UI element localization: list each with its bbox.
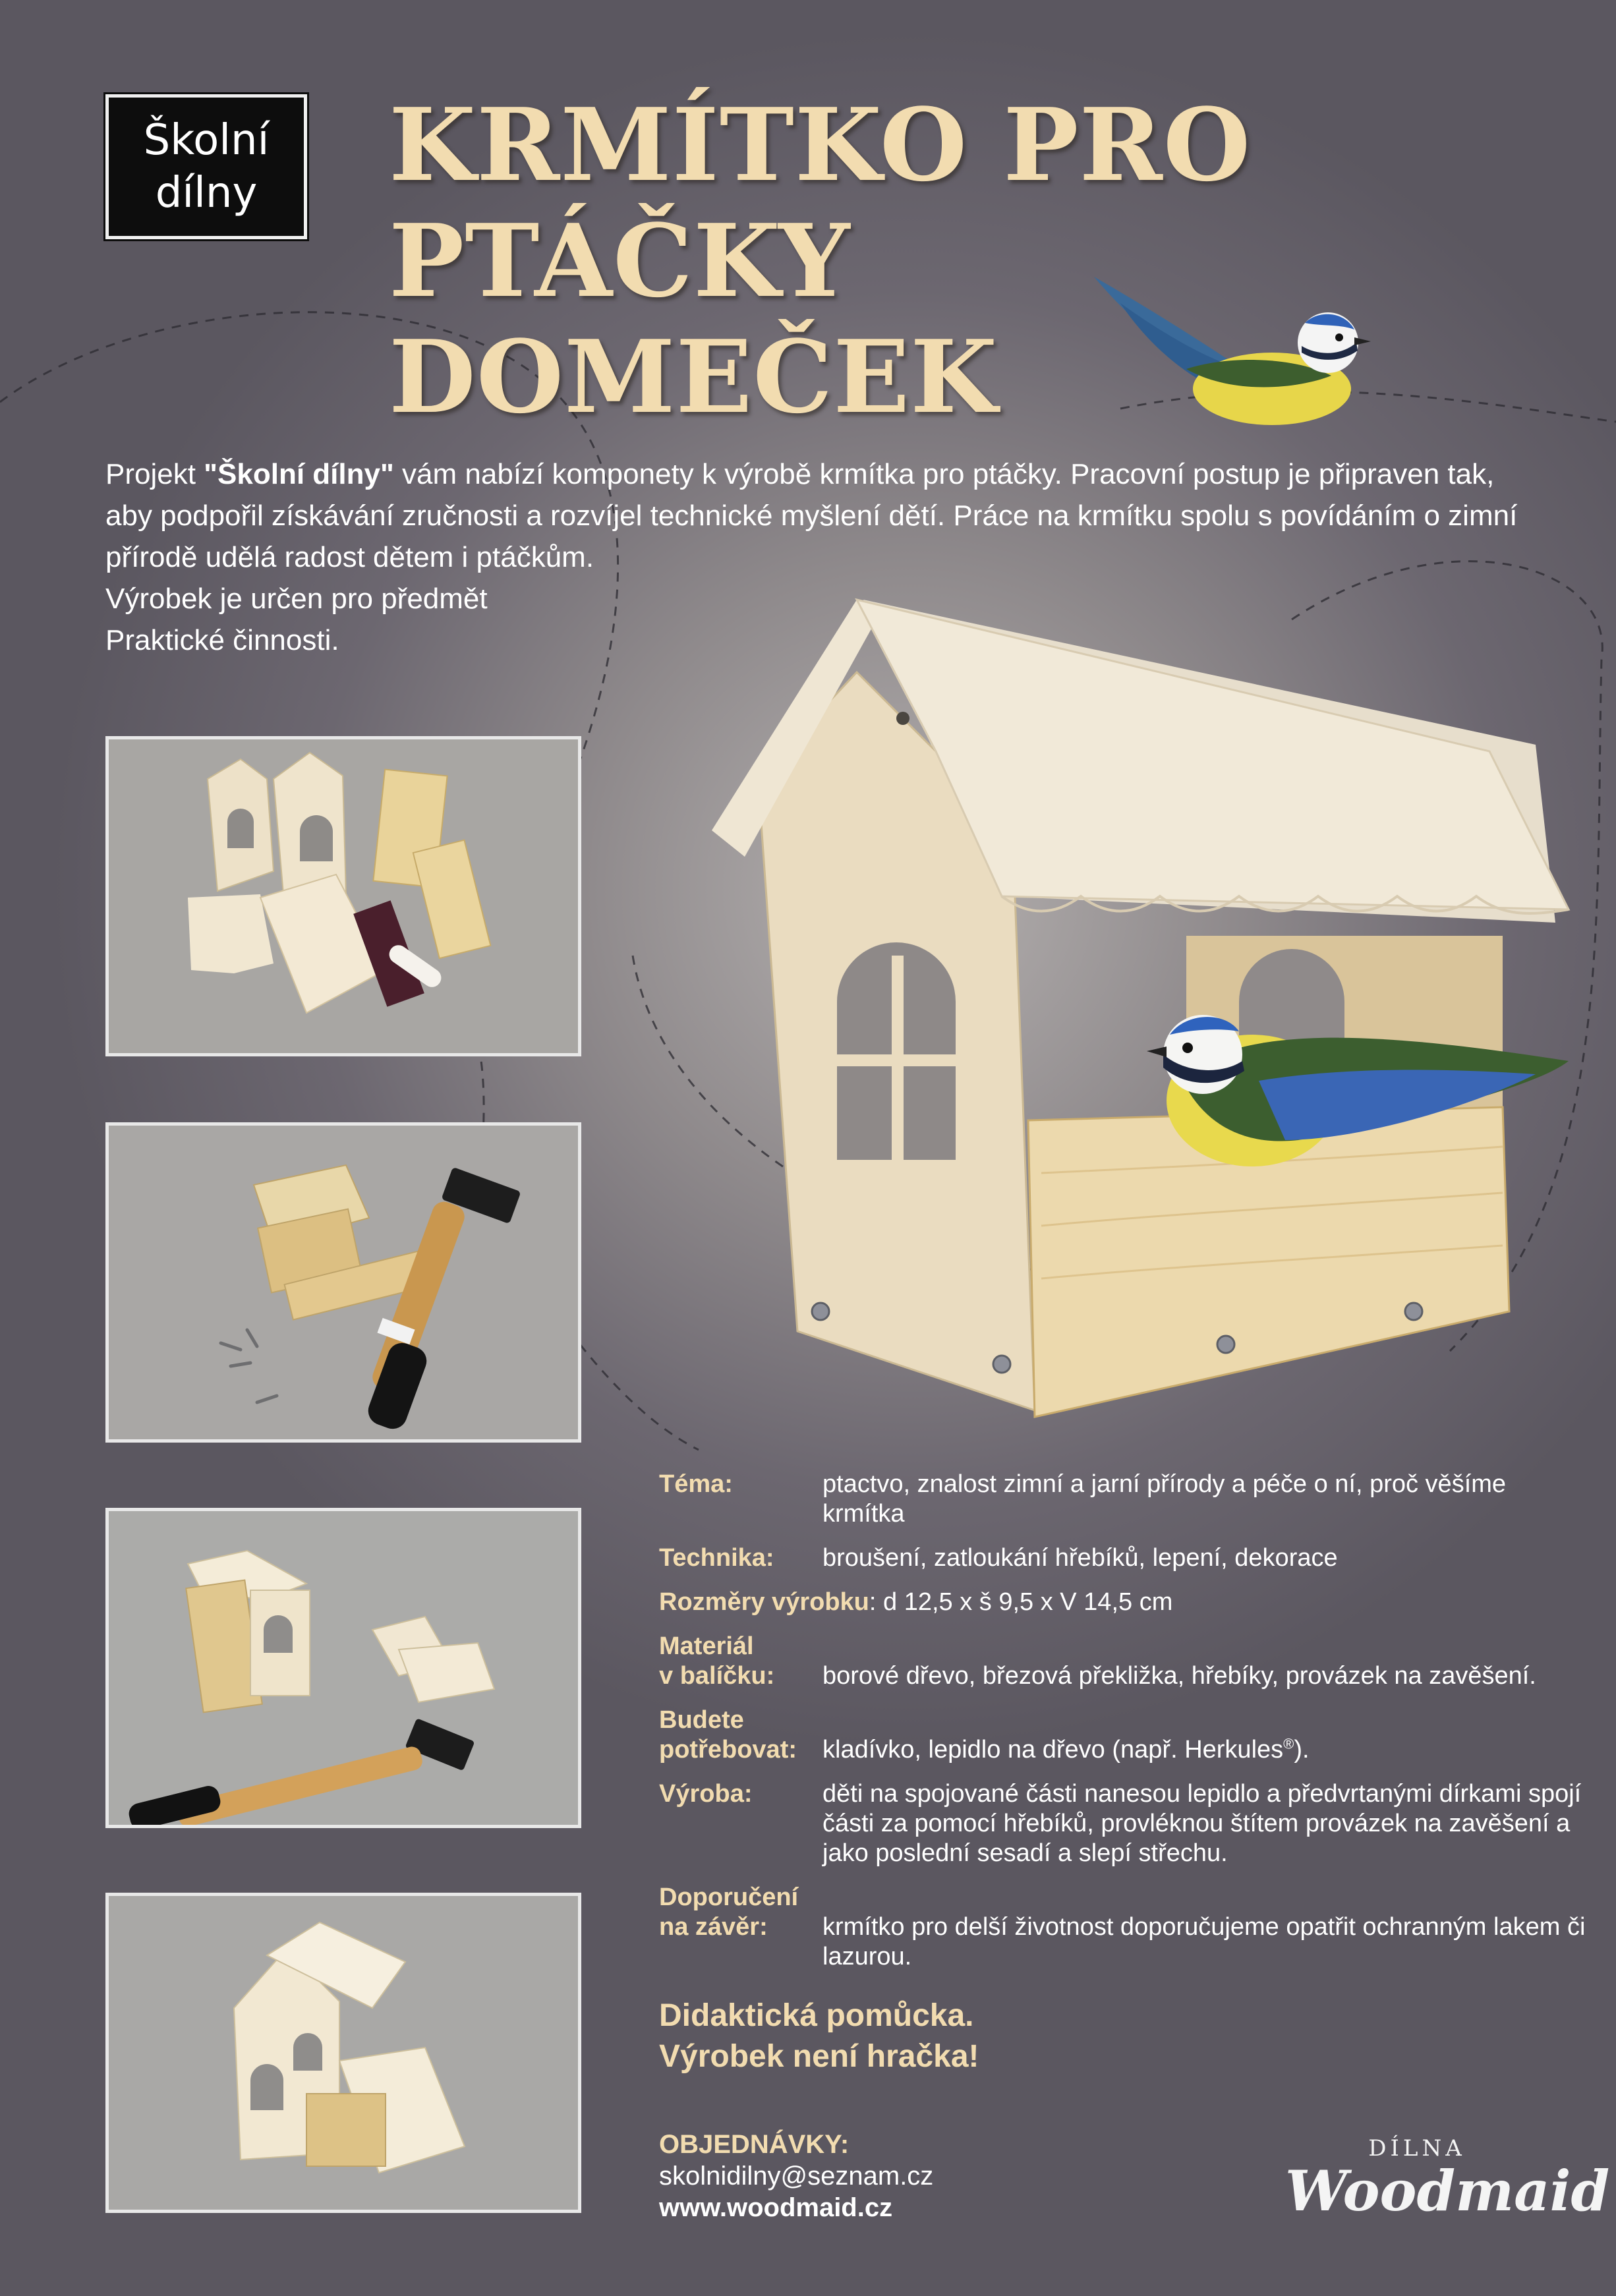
rozmery-label: Rozměry výrobku [659,1588,869,1616]
skolni-dilny-logo [105,94,307,239]
notice-line-1: Didaktická pomůcka. [659,1998,974,2033]
material-value: borové dřevo, březová překližka, hřebíky, provázek na zavěšení. [822,1662,1536,1690]
info-row-vyroba [659,1779,1595,1868]
brand-name: Woodmaid [1285,2158,1610,2224]
info-row-doporuceni [659,1883,1595,1972]
rozmery-value: : d 12,5 x š 9,5 x V 14,5 cm [869,1588,1173,1616]
didactic-notice [659,1995,979,2077]
orders-contact [659,2129,933,2224]
vyroba-label: Výroba: [659,1780,753,1808]
intro-paragraph: Projekt "Školní dílny" vám nabízí komponety k výrobě krmítka pro ptáčky. Pracovní postup je připraven tak, aby podpořil získávání zručnosti a rozvíjel technické myšlení dětí. Práce na krmítku spolu s povídáním o zimní přírodě udělá radost dětem i ptáčkům. [105,458,1518,573]
project-name: "Školní dílny" [204,458,394,490]
material-label: Materiál v balíčku: [659,1632,775,1690]
doporuceni-label: Doporučení na závěr: [659,1883,799,1941]
step-photo-assembly [105,1508,581,1828]
main-product-photo [659,580,1582,1450]
step-photo-hammer [105,1122,581,1443]
vyroba-value: děti na spojované části nanesou lepidlo a předvrtanými dírkami spojí části za pomocí hřebíků, provléknou štítem provázek na zavěšení a jako poslední sesadí a slepí střechu. [822,1780,1582,1867]
intro-line-2: Výrobek je určen pro předmět [105,583,488,615]
notice-line-2: Výrobek není hračka! [659,2039,979,2074]
intro-line-3: Praktické činnosti. [105,624,339,656]
info-row-rozmery [659,1588,1595,1617]
title-line-1: KRMÍTKO PRO PTÁČKY [389,86,1252,320]
tema-value: ptactvo, znalost zimní a jarní přírody a péče o ní, proč věšíme krmítka [822,1470,1507,1528]
info-row-material [659,1632,1595,1691]
product-info [659,1470,1595,1986]
step-photo-parts [105,736,581,1056]
logo-line-1: Školní [143,116,270,165]
budete-label: Budete potřebovat: [659,1706,797,1764]
info-row-technika [659,1543,1595,1573]
tema-label: Téma: [659,1470,733,1498]
brand-small: DÍLNA [1368,2135,1466,2162]
doporuceni-value: krmítko pro delší životnost doporučujeme opatřit ochranným lakem či lazurou. [822,1913,1586,1970]
step-photo-final [105,1893,581,2213]
title-line-2: DOMEČEK [389,318,998,436]
page-title [389,87,1575,435]
orders-heading: OBJEDNÁVKY: [659,2130,850,2159]
info-row-tema [659,1470,1595,1529]
technika-value: broušení, zatloukání hřebíků, lepení, dekorace [822,1544,1338,1572]
technika-label: Technika: [659,1544,774,1572]
info-row-budete [659,1706,1595,1765]
orders-email-link[interactable]: skolnidilny@seznam.cz [659,2162,934,2191]
woodmaid-logo [1285,2135,1610,2224]
logo-line-2: dílny [155,169,258,217]
budete-value: kladívko, lepidlo na dřevo (např. Herkules®). [822,1735,1310,1764]
orders-web-link[interactable]: www.woodmaid.cz [659,2193,893,2222]
flying-bird-illustration [1081,264,1371,435]
